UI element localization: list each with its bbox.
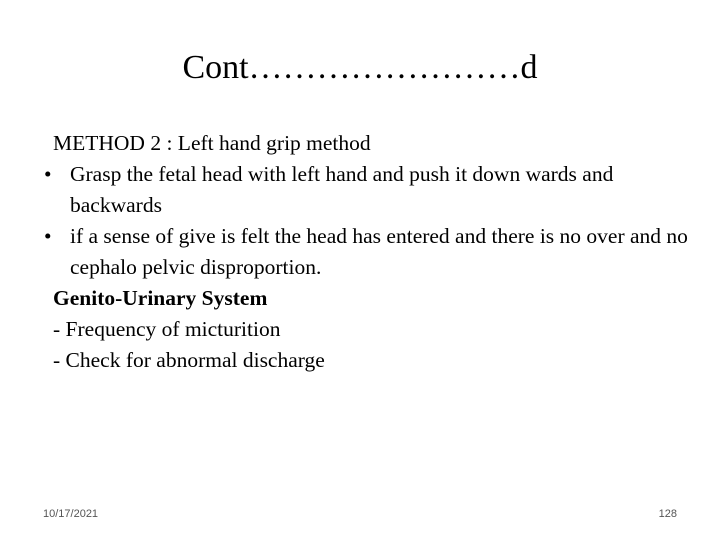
bullet-text: Grasp the fetal head with left hand and push it down wards and backwards [70, 162, 614, 217]
bullet-icon: • [44, 224, 52, 248]
slide-body [44, 128, 694, 376]
bullet-item [44, 159, 694, 221]
section-item: - Frequency of micturition [53, 317, 281, 341]
page-number: 128 [658, 508, 677, 520]
bullet-icon: • [44, 162, 52, 186]
section-heading: Genito-Urinary System [53, 286, 268, 310]
bullet-item [44, 221, 694, 283]
bullet-text: if a sense of give is felt the head has entered and there is no over and no cephalo pelvic disproportion. [70, 224, 688, 279]
footer-date: 10/17/2021 [43, 508, 99, 520]
section-item: - Check for abnormal discharge [53, 348, 325, 372]
slide-title: Cont……………………d [182, 49, 538, 86]
method-line: METHOD 2 : Left hand grip method [53, 131, 371, 155]
